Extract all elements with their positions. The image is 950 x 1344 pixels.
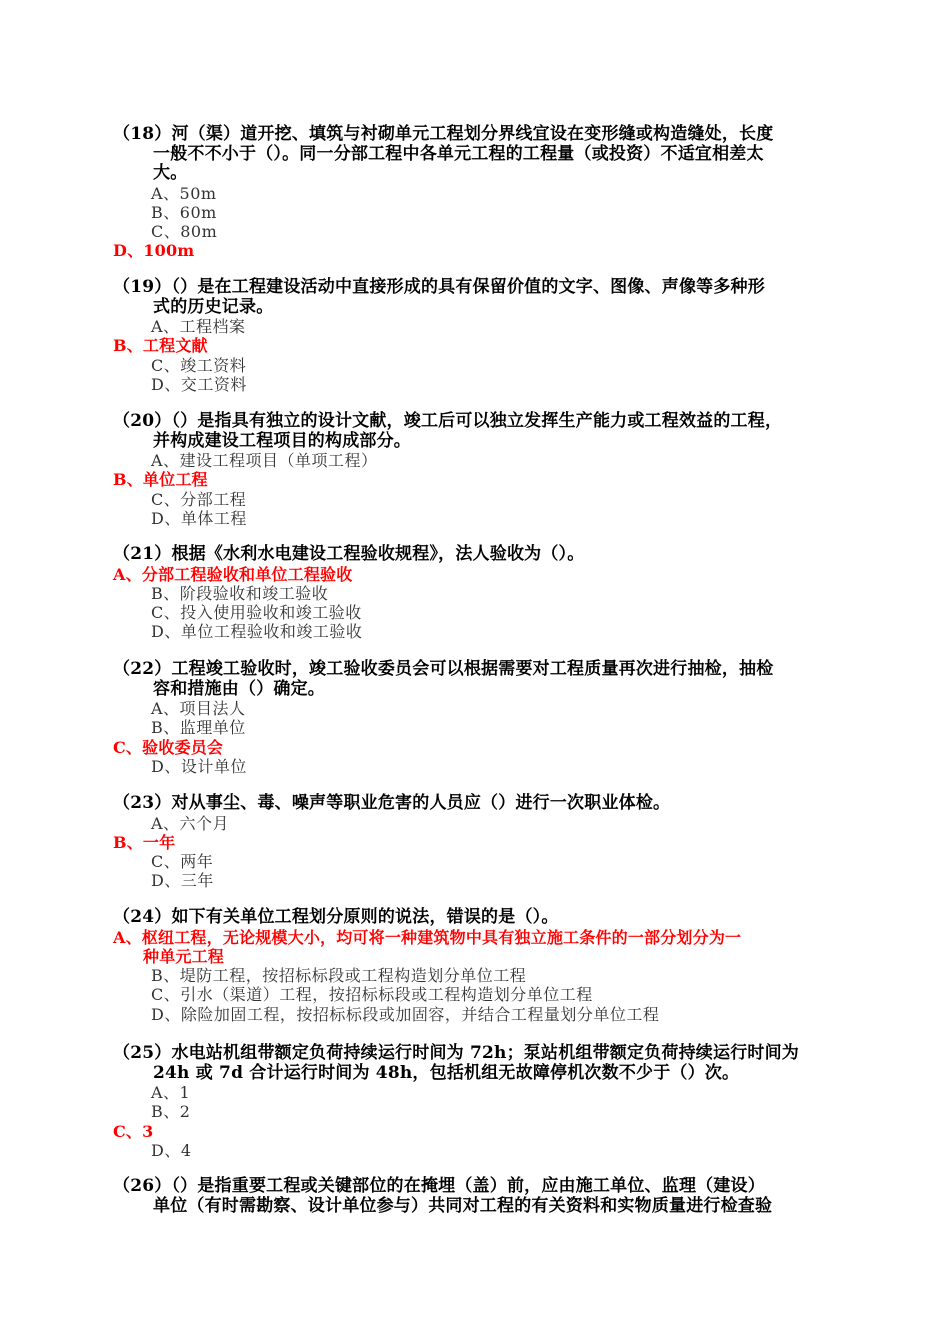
correct-answer-option: A、分部工程验收和单位工程验收 [113,564,353,584]
correct-answer-line-2: 种单元工程 [143,946,225,966]
question-text: 并构成建设工程项目的构成部分。 [153,430,411,451]
question-text: 24h 或 7d 合计运行时间为 48h，包括机组无故障停机次数不少于（）次。 [153,1062,740,1083]
correct-answer-option: B、单位工程 [113,470,208,490]
option: B、阶段验收和竣工验收 [151,583,329,603]
option: D、三年 [151,871,214,891]
question-text: 单位（有时需勘察、设计单位参与）共同对工程的有关资料和实物质量进行检查验 [153,1195,773,1216]
question-24 [113,908,873,1024]
question-text: 式的历史记录。 [153,296,274,317]
correct-answer-option: B、工程文献 [113,336,208,356]
question-text: （19）（）是在工程建设活动中直接形成的具有保留价值的文字、图像、声像等多种形 [113,277,765,297]
correct-answer-option: C、3 [113,1121,154,1141]
question-text: （24）如下有关单位工程划分原则的说法，错误的是（）。 [113,907,559,927]
question-20 [113,412,873,528]
option: C、分部工程 [151,489,247,509]
option: A、50m [151,183,217,203]
question-text: （21）根据《水利水电建设工程验收规程》，法人验收为（）。 [113,544,585,564]
correct-answer-option [113,928,873,967]
option: D、交工资料 [151,374,247,394]
option: B、60m [151,202,217,222]
question-text: （23）对从事尘、毒、噪声等职业危害的人员应（）进行一次职业体检。 [113,793,671,813]
option: C、投入使用验收和竣工验收 [151,603,362,623]
question-text: （25）水电站机组带额定负荷持续运行时间为 72h；泵站机组带额定负荷持续运行时间为 [113,1043,799,1063]
option: A、六个月 [151,813,230,833]
option: C、80m [151,222,218,242]
option: A、项目法人 [151,699,246,718]
correct-answer-option: B、一年 [113,832,176,852]
question-22 [113,660,873,776]
option: D、设计单位 [151,756,247,776]
question-23 [113,794,873,891]
question-text: （20）（）是指具有独立的设计文献，竣工后可以独立发挥生产能力或工程效益的工程， [113,411,783,431]
question-text: （22）工程竣工验收时，竣工验收委员会可以根据需要对工程质量再次进行抽检，抽检 [113,659,774,679]
correct-answer-option: C、验收委员会 [113,737,224,757]
option: B、2 [151,1102,191,1122]
option: A、建设工程项目（单项工程） [151,451,378,470]
option: C、两年 [151,852,214,872]
correct-answer-line-1: A、枢纽工程，无论规模大小，均可将一种建筑物中具有独立施工条件的一部分划分为一 [113,927,742,947]
question-text: 大。 [153,163,188,183]
option: D、除险加固工程，按招标标段或加固容，并结合工程量划分单位工程 [151,1004,660,1024]
question-26 [113,1177,873,1216]
question-text: 容和措施由（）确定。 [153,678,325,699]
question-18 [113,125,873,261]
option: B、堤防工程，按招标标段或工程构造划分单位工程 [151,966,527,986]
question-text: （26）（）是指重要工程或关键部位的在掩埋（盖）前，应由施工单位、监理（建设） [113,1176,765,1196]
question-text: （18）河（渠）道开挖、填筑与衬砌单元工程划分界线宜设在变形缝或构造缝处，长度 [113,124,774,144]
option: A、1 [151,1083,191,1102]
option: C、引水（渠道）工程，按招标标段或工程构造划分单位工程 [151,985,593,1005]
option: C、竣工资料 [151,355,247,375]
option: B、监理单位 [151,718,246,738]
question-25 [113,1044,873,1160]
question-text: 一般不不小于（）。同一分部工程中各单元工程的工程量（或投资）不适宜相差太 [153,143,764,164]
option: D、4 [151,1140,192,1160]
question-21 [113,545,873,642]
question-19 [113,278,873,394]
option: D、单位工程验收和竣工验收 [151,622,363,642]
correct-answer-option: D、100m [113,241,195,261]
option: D、单体工程 [151,508,247,528]
option: A、工程档案 [151,317,246,336]
